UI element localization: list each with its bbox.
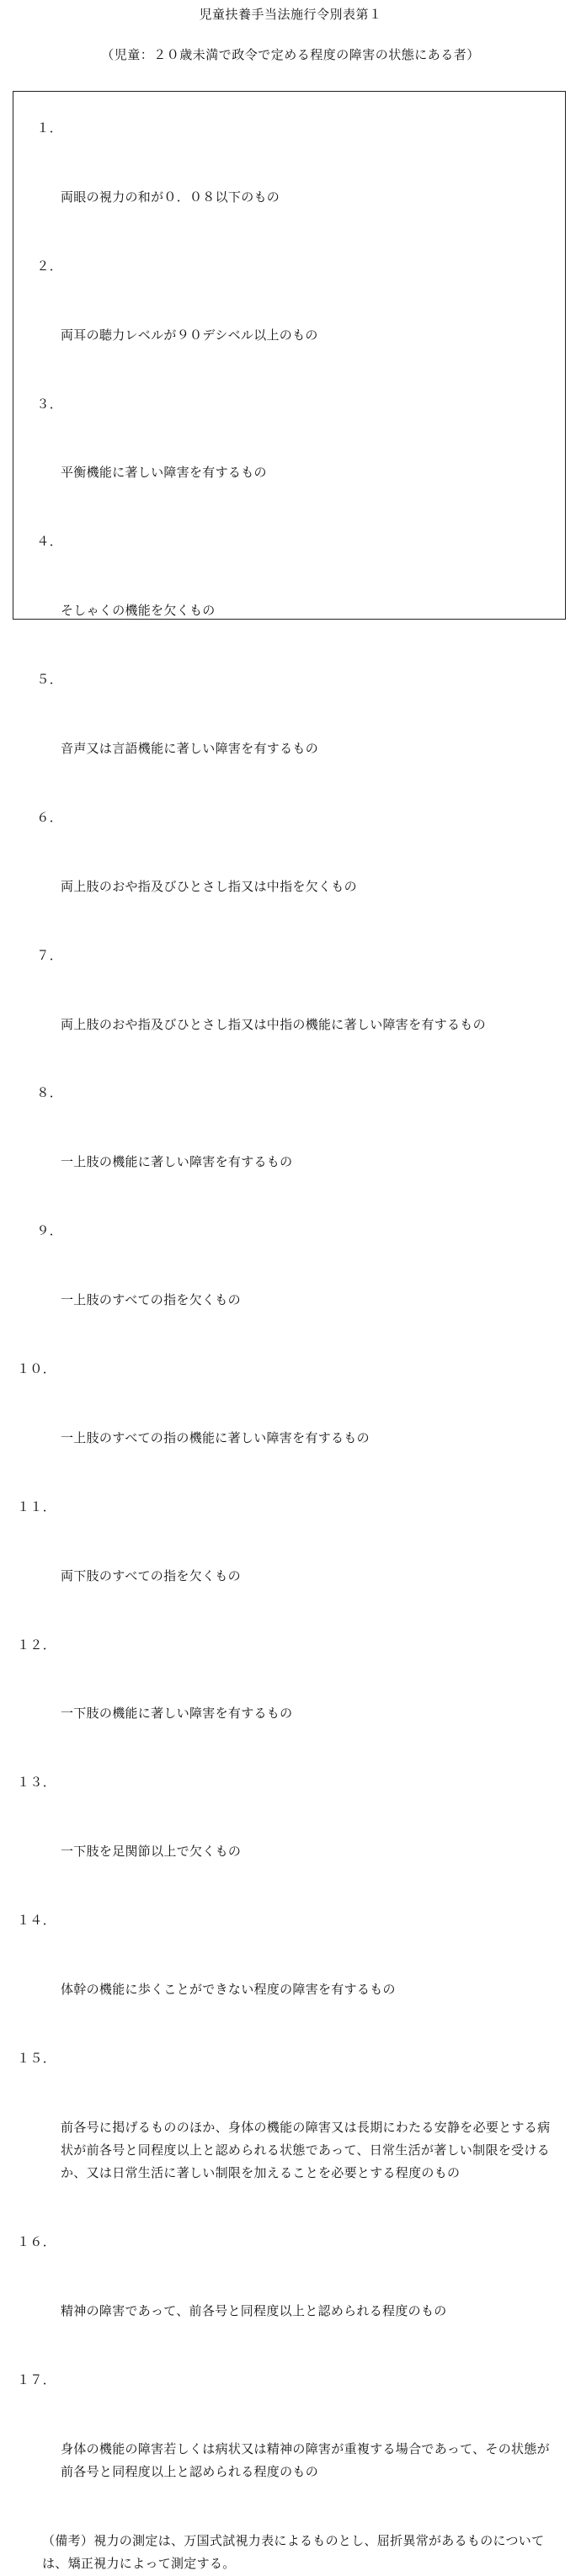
item-text: 一上肢のすべての指を欠くもの <box>61 1292 241 1308</box>
item-text: 前各号に掲げるもののほか、身体の機能の障害又は長期にわたる安静を必要とする病状が前各号と同程度以上と認められる状態であって、日常生活が著しい制限を受けるか、又は日常生活に著しい制限を加えることを必要とする程度のもの <box>61 2119 551 2181</box>
item-text: 一上肢のすべての指の機能に著しい障害を有するもの <box>61 1429 370 1445</box>
item-text: 両耳の聴力レベルが９０デシベル以上のもの <box>61 327 318 343</box>
item-number: １７． <box>17 2372 56 2388</box>
remark-note <box>13 2530 565 2576</box>
item-text: 両上肢のおや指及びひとさし指又は中指を欠くもの <box>61 878 357 894</box>
list-item <box>13 1220 565 1358</box>
item-text: 一下肢を足関節以上で欠くもの <box>61 1844 242 1860</box>
remark-text: 視力の測定は、万国式試視力表によるものとし、屈折異常があるものについては、矯正視力によって測定する。 <box>42 2533 545 2572</box>
item-text: 音声又は言語機能に著しい障害を有するもの <box>61 741 319 757</box>
item-number: １３． <box>17 1775 56 1791</box>
item-number: １４． <box>17 1913 56 1929</box>
item-number: １２． <box>17 1637 56 1653</box>
item-number: １５． <box>17 2050 56 2066</box>
item-text: そしゃくの機能を欠くもの <box>61 603 216 619</box>
list-item <box>13 255 565 393</box>
list-item <box>13 1909 565 2047</box>
item-text: 両上肢のおや指及びひとさし指又は中指の機能に著しい障害を有するもの <box>61 1016 486 1032</box>
list-item <box>13 1634 565 1772</box>
list-item <box>13 117 565 255</box>
item-number: １１． <box>17 1498 56 1514</box>
item-text: 一上肢の機能に著しい障害を有するもの <box>61 1154 293 1170</box>
list-item <box>13 668 565 806</box>
list-item <box>13 2047 565 2231</box>
item-number: １． <box>36 120 62 136</box>
item-text: 身体の機能の障害若しくは病状又は精神の障害が重複する場合であって、その状態が前各号と同程度以上と認められる程度のもの <box>61 2440 550 2480</box>
item-number: １０． <box>17 1361 56 1377</box>
remark-label: （備考） <box>42 2533 94 2549</box>
list-item <box>13 393 565 531</box>
list-item <box>13 2369 565 2530</box>
item-text: 平衡機能に著しい障害を有するもの <box>61 465 267 481</box>
criteria-list <box>13 117 565 2576</box>
item-number: ４． <box>36 534 62 550</box>
list-item <box>13 945 565 1083</box>
list-item <box>13 1082 565 1220</box>
item-text: 精神の障害であって、前各号と同程度以上と認められる程度のもの <box>61 2303 447 2319</box>
item-number: ９． <box>36 1223 62 1239</box>
item-text: 両眼の視力の和が０．０８以下のもの <box>61 189 280 205</box>
document-title: 児童扶養手当法施行令別表第１ <box>199 7 382 22</box>
item-number: ５． <box>36 672 62 688</box>
document-subtitle: （児童：２０歳未満で政令で定める程度の障害の状態にある者） <box>101 47 480 62</box>
item-number: ２． <box>36 258 62 274</box>
item-text: 両下肢のすべての指を欠くもの <box>61 1567 241 1583</box>
list-item <box>13 1496 565 1634</box>
item-number: ７． <box>36 947 62 963</box>
list-item <box>13 530 565 668</box>
item-number: ８． <box>36 1085 62 1101</box>
list-item <box>13 1771 565 1909</box>
criteria-table <box>13 91 566 2572</box>
item-text: 一下肢の機能に著しい障害を有するもの <box>61 1706 293 1722</box>
item-number: ３． <box>36 396 62 412</box>
list-item <box>13 1358 565 1496</box>
item-text: 体幹の機能に歩くことができない程度の障害を有するもの <box>61 1982 396 1998</box>
item-number: ６． <box>36 809 62 825</box>
list-item <box>13 806 565 945</box>
item-number: １６． <box>17 2234 56 2250</box>
list-item <box>13 2231 565 2369</box>
